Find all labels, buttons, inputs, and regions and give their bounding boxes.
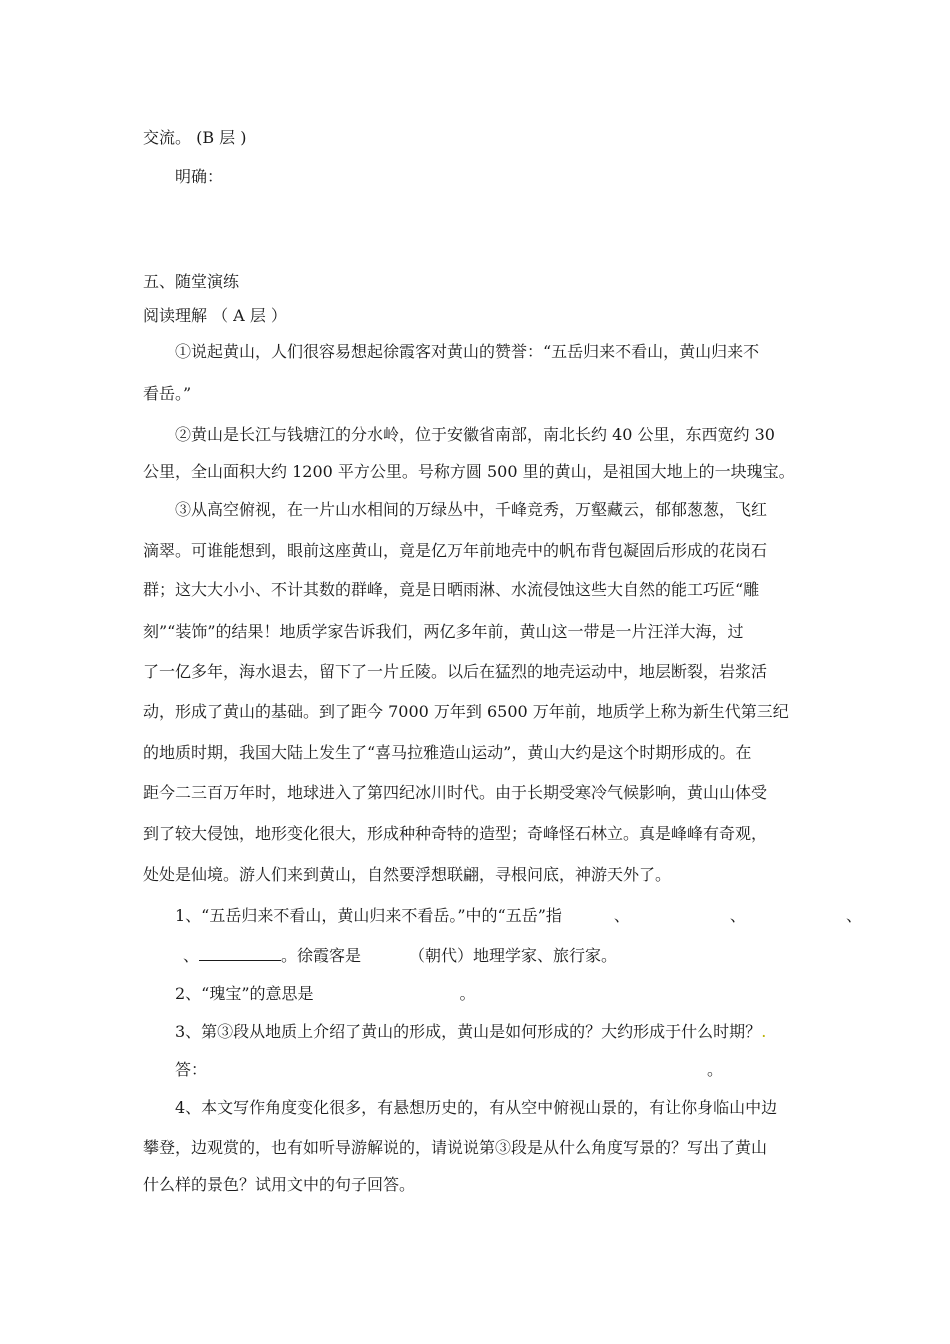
section-title: 五、随堂演练	[143, 272, 240, 291]
question-3-answer-line	[175, 1060, 723, 1080]
period: 。	[707, 1060, 724, 1079]
paragraph-3-line-9: 到了较大侵蚀，地形变化很大，形成种种奇特的造型；奇峰怪石林立。真是峰峰有奇观，	[143, 824, 768, 843]
paragraph-2-line-1: ②黄山是长江与钱塘江的分水岭，位于安徽省南部，南北长约 40 公里，东西宽约 30	[175, 425, 775, 444]
question-1-continued: 。徐霞客是	[281, 946, 362, 965]
paragraph-3-line-8: 距今二三百万年时，地球进入了第四纪冰川时代。由于长期受寒冷气候影响，黄山山体受	[143, 783, 768, 802]
question-4-line-3: 什么样的景色？试用文中的句子回答。	[143, 1175, 416, 1194]
paragraph-3-line-4: 刻”“装饰”的结果！地质学家告诉我们，两亿多年前，黄山这一带是一片汪洋大海，过	[143, 622, 744, 641]
period: 。	[459, 984, 476, 1003]
question-4-line-1: 4、本文写作角度变化很多，有悬想历史的，有从空中俯视山景的，有让你身临山中边	[175, 1098, 778, 1117]
paragraph-3-line-6: 动，形成了黄山的基础。到了距今 7000 万年到 6500 万年前，地质学上称为新生代第三纪	[143, 702, 789, 721]
paragraph-3-line-7: 的地质时期，我国大陆上发生了“喜马拉雅造山运动”，黄山大约是这个时期形成的。在	[143, 743, 752, 762]
paragraph-3-line-3: 群；这大大小小、不计其数的群峰，竟是日晒雨淋、水流侵蚀这些大自然的能工巧匠“雕	[143, 580, 760, 599]
question-1-text: 1、“五岳归来不看山，黄山归来不看岳。”中的“五岳”指	[175, 906, 562, 925]
paragraph-1-line-2: 看岳。”	[143, 384, 192, 403]
question-4-line-2: 攀登，边观赏的，也有如听导游解说的，请说说第③段是从什么角度写景的？写出了黄山	[143, 1138, 768, 1157]
answer-blank-4[interactable]	[199, 946, 281, 961]
question-3-text: 3、第③段从地质上介绍了黄山的形成，黄山是如何形成的？大约形成于什么时期？	[175, 1022, 762, 1041]
paragraph-3-line-5: 了一亿多年，海水退去，留下了一片丘陵。以后在猛烈的地壳运动中，地层断裂，岩浆活	[143, 662, 768, 681]
question-2-text: 2、“瑰宝”的意思是	[175, 984, 314, 1003]
question-1-tail: （朝代）地理学家、旅行家。	[409, 946, 618, 965]
separator: 、	[729, 906, 746, 925]
paragraph-1-line-1: ①说起黄山，人们很容易想起徐霞客对黄山的赞誉：“五岳归来不看山，黄山归来不	[175, 342, 760, 361]
separator: 、	[613, 906, 630, 925]
separator: 、	[183, 946, 200, 965]
question-1-line-2	[183, 946, 617, 966]
question-3	[175, 1022, 766, 1042]
question-1-line-1	[175, 906, 862, 926]
text-line-clarify: 明确：	[175, 167, 224, 186]
answer-label: 答：	[175, 1060, 208, 1079]
question-2	[175, 984, 476, 1004]
paragraph-3-line-10: 处处是仙境。游人们来到黄山，自然要浮想联翩，寻根问底，神游天外了。	[143, 865, 672, 884]
paragraph-3-line-2: 滴翠。可谁能想到，眼前这座黄山，竟是亿万年前地壳中的帆布背包凝固后形成的花岗石	[143, 541, 768, 560]
text-line-exchange: 交流。 (B 层 )	[143, 128, 247, 147]
section-subtitle: 阅读理解 （ A 层 ）	[143, 306, 287, 325]
separator: 、	[845, 906, 862, 925]
paragraph-3-line-1: ③从高空俯视，在一片山水相间的万绿丛中，千峰竞秀，万壑藏云，郁郁葱葱，飞红	[175, 500, 768, 519]
paragraph-2-line-2: 公里，全山面积大约 1200 平方公里。号称方圆 500 里的黄山，是祖国大地上的一块瑰宝。	[143, 462, 795, 481]
mark-dot: .	[761, 1022, 767, 1041]
